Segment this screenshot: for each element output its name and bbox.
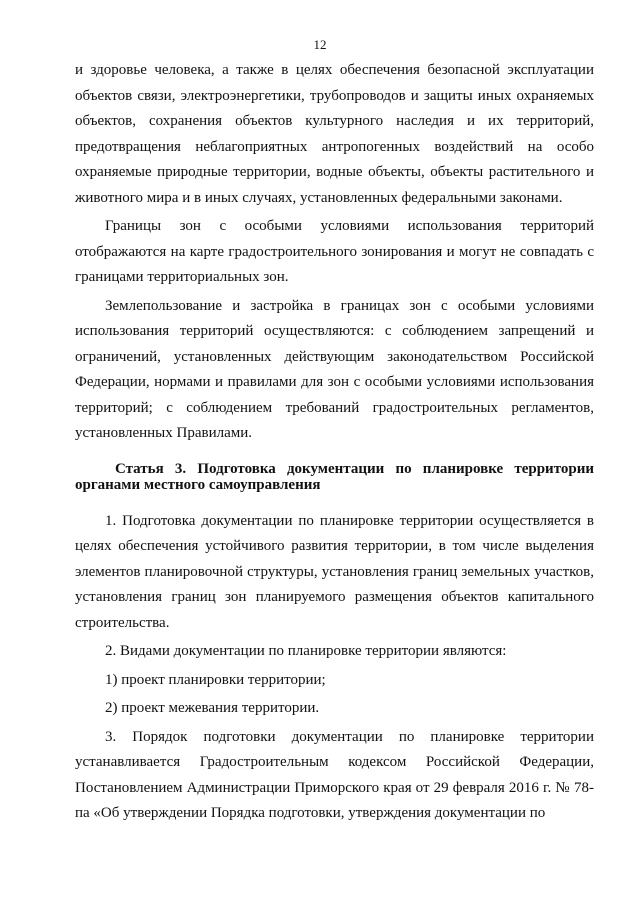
paragraph-land-use: Землепользование и застройка в границах зон с особыми условиями использования территорий осуществляются: с соблюдением запрещений и ограничений, установленных действующим законодательством Российской Федерации, нормами и правилами для зон с особыми условиями использования территорий; с соблюдением требований градостроительных регламентов, установленных Правилами.	[75, 297, 594, 441]
article-item-2: 2. Видами документации по планировке территории являются:	[105, 643, 507, 659]
article-subitem-2: 2) проект межевания территории.	[105, 700, 320, 716]
paragraph-zone-boundaries: Границы зон с особыми условиями использования территорий отображаются на карте градостроительного зонирования и могут не совпадать с границами территориальных зон.	[75, 218, 594, 285]
article-subitem-1: 1) проект планировки территории;	[105, 671, 326, 688]
document-body	[75, 58, 594, 827]
page-number: 12	[313, 37, 327, 52]
article-item-1: 1. Подготовка документации по планировке территории осуществляется в целях обеспечения устойчивого развития территории, в том числе выделения элементов планировочной структуры, установления границ земельных участков, установления границ зон планируемого размещения объектов капитального строительства.	[75, 512, 594, 631]
paragraph-continuation: и здоровье человека, а также в целях обеспечения безопасной эксплуатации объектов связи, электроэнергетики, трубопроводов и защиты иных охраняемых объектов, сохранения объектов культурного наследия и их территорий, предотвращения неблагоприятных антропогенных воздействий на особо охраняемые природные территории, водные объекты, объекты растительного и животного мира и в иных случаях, установленных федеральными законами.	[75, 62, 594, 206]
article-item-3: 3. Порядок подготовки документации по планировке территории устанавливается Градостроительным кодексом Российской Федерации, Постановлением Администрации Приморского края от 29 февраля 2016 г. № 78-па «Об утверждении Порядка подготовки, утверждения документации по	[75, 728, 594, 821]
article-heading: Статья 3. Подготовка документации по планировке территории органами местного самоуправления	[75, 460, 594, 493]
